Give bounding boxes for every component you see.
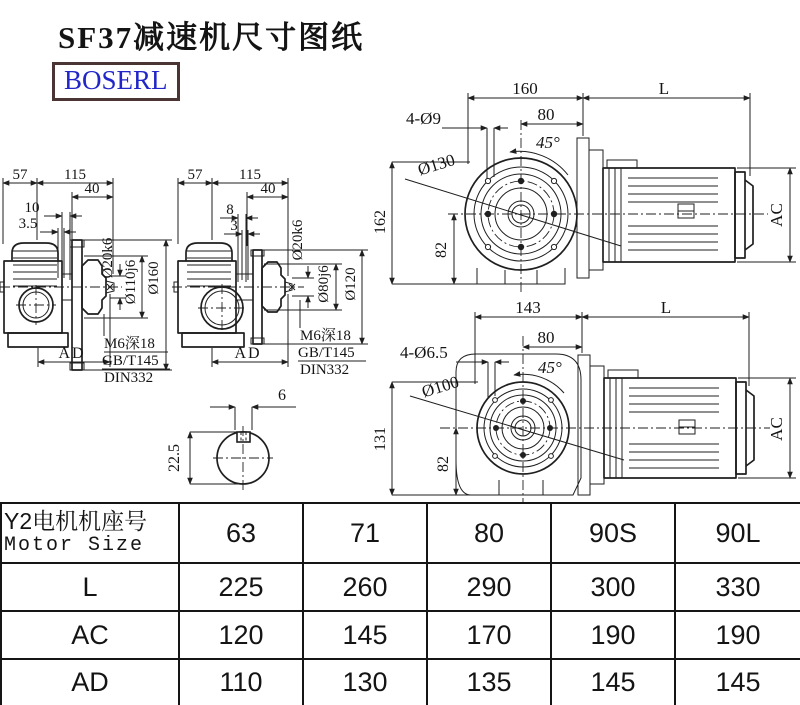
dim-160-label: 160 — [512, 79, 538, 98]
L-63: 225 — [179, 563, 303, 611]
tap-note-line3: DIN332 — [104, 370, 154, 386]
dim-l-label: L — [660, 298, 672, 317]
dim-10-label: 10 — [24, 200, 40, 216]
middle-side-view-drawing — [172, 154, 372, 396]
keyway-width-label: 6 — [278, 387, 286, 404]
AC-90l: 190 — [675, 611, 800, 659]
shaft-section-drawing — [168, 380, 308, 508]
dim-80-label: 80 — [537, 105, 555, 124]
tap-note-line1: M6深18 — [300, 328, 351, 344]
shaft-outline — [213, 426, 273, 492]
table-row-AD — [1, 659, 800, 705]
dim-ad-label: AD — [58, 345, 86, 362]
motor-size-71: 71 — [303, 503, 427, 563]
motor-outline — [578, 355, 754, 495]
gearbox-front-outline — [448, 120, 768, 292]
tap-note-line2: GB/T145 — [102, 353, 159, 369]
dim-40-label: 40 — [84, 181, 100, 197]
spigot-dia-label: Ø110j6 — [123, 259, 139, 305]
dim-82-label: 82 — [433, 242, 450, 258]
AD-63: 110 — [179, 659, 303, 705]
tap-note-line3: DIN332 — [300, 362, 350, 378]
dim-ac-label: AC — [767, 417, 786, 441]
dim-3-5-label: 3.5 — [18, 216, 38, 232]
spigot-dia-label: Ø80j6 — [316, 265, 332, 303]
motor-size-header-cn: Y2电机机座号 — [4, 508, 148, 534]
page-title: SF37减速机尺寸图纸 — [58, 20, 365, 55]
dim-115-label: 115 — [239, 167, 261, 183]
bolt-circle-label: Ø130 — [415, 150, 458, 180]
AC-71: 145 — [303, 611, 427, 659]
top-front-motor-view-drawing — [372, 79, 800, 302]
bottom-front-motor-view-drawing — [372, 292, 800, 507]
motor-dimension-table — [0, 502, 800, 705]
dim-80-label: 80 — [537, 328, 555, 347]
dim-57-label: 57 — [12, 167, 28, 183]
dim-8-label: 8 — [226, 202, 234, 218]
flange-dia-label: Ø160 — [146, 261, 162, 295]
motor-size-header-en: Motor Size — [4, 534, 145, 557]
L-71: 260 — [303, 563, 427, 611]
dim-57-label: 57 — [187, 167, 203, 183]
shaft-height-label: 22.5 — [166, 444, 183, 472]
angle-45-label: 45° — [536, 133, 560, 152]
AD-80: 135 — [427, 659, 551, 705]
dim-82-label: 82 — [435, 456, 452, 472]
dim-131-label: 131 — [372, 427, 389, 451]
motor-size-63: 63 — [179, 503, 303, 563]
table-row-L — [1, 563, 800, 611]
motor-size-80: 80 — [427, 503, 551, 563]
holes-label: 4-Ø9 — [406, 109, 441, 128]
L-90s: 300 — [551, 563, 675, 611]
table-header-row — [1, 503, 800, 563]
row-label-AD: AD — [1, 659, 179, 705]
row-label-AC: AC — [1, 611, 179, 659]
motor-size-header-cell — [1, 503, 179, 563]
dim-115-label: 115 — [64, 167, 86, 183]
dim-143-label: 143 — [515, 298, 541, 317]
flange-dia-label: Ø120 — [343, 267, 359, 301]
dim-3-label: 3 — [230, 218, 238, 234]
dim-ac-label: AC — [767, 203, 786, 227]
left-side-view-drawing — [0, 154, 185, 396]
brand-logo: BOSERL — [52, 62, 180, 101]
row-label-L: L — [1, 563, 179, 611]
AD-90l: 145 — [675, 659, 800, 705]
tap-note-line1: M6深18 — [104, 336, 155, 352]
shaft-dia-label: Ø20k6 — [100, 237, 116, 279]
L-90l: 330 — [675, 563, 800, 611]
AD-71: 130 — [303, 659, 427, 705]
dim-l-label: L — [658, 79, 670, 98]
dim-ad-label: AD — [234, 345, 262, 362]
holes-label: 4-Ø6.5 — [400, 343, 448, 362]
shaft-dia-label: Ø20k6 — [290, 219, 306, 261]
L-80: 290 — [427, 563, 551, 611]
motor-outline — [577, 138, 753, 278]
AC-80: 170 — [427, 611, 551, 659]
motor-size-90l: 90L — [675, 503, 800, 563]
angle-45-label: 45° — [538, 358, 562, 377]
AD-90s: 145 — [551, 659, 675, 705]
dim-40-label: 40 — [260, 181, 276, 197]
motor-size-90s: 90S — [551, 503, 675, 563]
table-row-AC — [1, 611, 800, 659]
tap-note-line2: GB/T145 — [298, 345, 355, 361]
AC-63: 120 — [179, 611, 303, 659]
dim-162-label: 162 — [372, 210, 389, 234]
AC-90s: 190 — [551, 611, 675, 659]
bolt-circle-label: Ø100 — [419, 372, 462, 402]
